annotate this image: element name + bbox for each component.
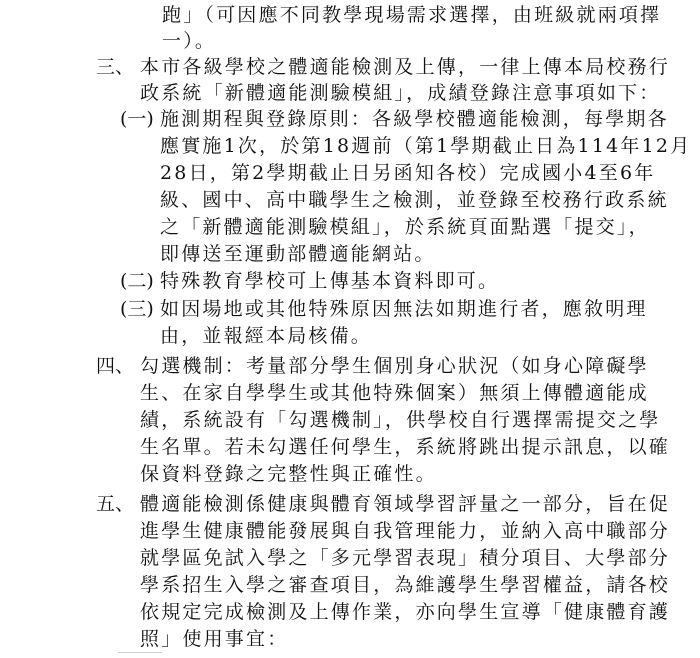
section-marker-4: 四、 <box>96 355 135 377</box>
line-text: 特殊教育學校可上傳基本資料即可。 <box>160 270 500 292</box>
line-text: 如因場地或其他特殊原因無法如期進行者，應敘明理 <box>160 298 648 320</box>
line-text: 由，並報經本局核備。 <box>160 325 373 347</box>
line-text: 施測期程與登錄原則：各級學校體適能檢測，每學期各 <box>160 108 669 130</box>
section-marker-5: 五、 <box>96 493 135 515</box>
line-text: 就學區免試入學之「多元學習表現」積分項目、大學部分 <box>140 547 671 569</box>
line-text: 即傳送至運動部體適能網站。 <box>160 243 436 265</box>
line-text: 學系招生入學之審查項目，為維護學生學習權益，請各校 <box>140 574 671 596</box>
item-marker-2: (二) <box>120 270 154 292</box>
line-text: 應實施1次，於第18週前（第1學期截止日為114年12月 <box>160 135 692 157</box>
bottom-divider <box>118 652 162 653</box>
line-text: 生、在家自學學生或其他特殊個案）無須上傳體適能成 <box>140 382 649 404</box>
line-text: 政系統「新體適能測驗模組」，成績登錄注意事項如下： <box>140 82 661 104</box>
line-text: 28日，第2學期截止日另函知各校）完成國小4至6年 <box>160 162 656 184</box>
line-text: 級、國中、高中職學生之檢測，並登錄至校務行政系統 <box>160 189 669 211</box>
line-text: 之「新體適能測驗模組」，於系統頁面點選「提交」， <box>160 216 650 238</box>
line-text: 跑」（可因應不同教學現場需求選擇，由班級就兩項擇 <box>162 4 662 26</box>
line-text: 生名單。若未勾選任何學生，系統將跳出提示訊息，以確 <box>140 436 671 458</box>
line-text: 照」使用事宜： <box>140 628 289 650</box>
line-text: 依規定完成檢測及上傳作業，亦向學生宣導「健康體育護 <box>140 601 671 623</box>
line-text: 勾選機制：考量部分學生個別身心狀況（如身心障礙學 <box>140 355 649 377</box>
item-marker-3: (三) <box>120 298 154 320</box>
line-text: 績，系統設有「勾選機制」，供學校自行選擇需提交之學 <box>140 409 661 431</box>
line-text: 一）。 <box>162 30 217 52</box>
item-marker-1: (一) <box>120 108 154 130</box>
line-text: 體適能檢測係健康與體育領域學習評量之一部分，旨在促 <box>140 493 671 515</box>
line-text: 本市各級學校之體適能檢測及上傳，一律上傳本局校務行 <box>140 56 671 78</box>
line-text: 保資料登錄之完整性與正確性。 <box>140 463 437 485</box>
line-text: 進學生健康體能發展與自我管理能力，並納入高中職部分 <box>140 520 671 542</box>
section-marker-3: 三、 <box>96 56 135 78</box>
